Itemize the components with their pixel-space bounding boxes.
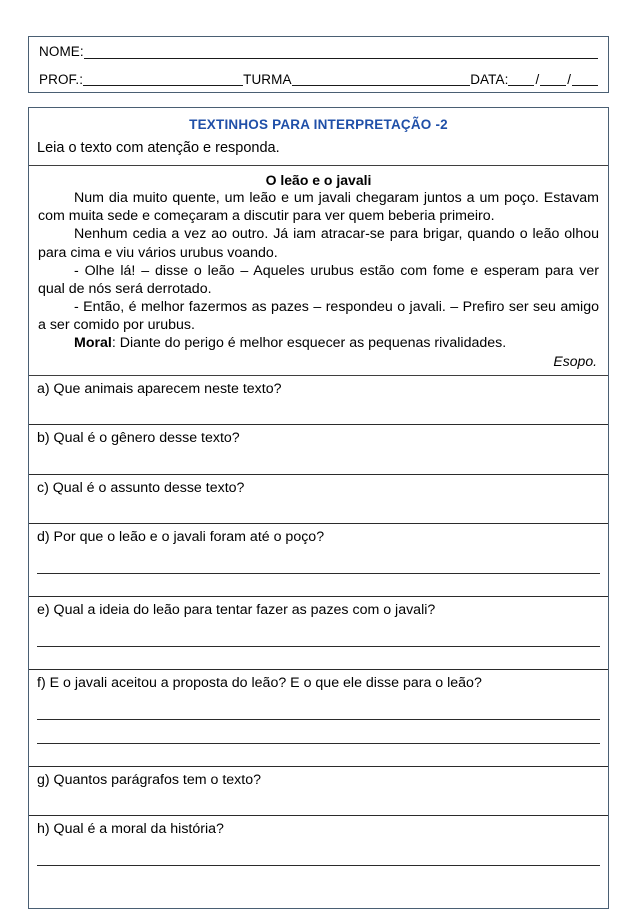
question-block	[29, 670, 608, 767]
question-block	[29, 524, 608, 597]
questions-list	[29, 376, 608, 887]
bottom-spacer	[29, 888, 608, 908]
answer-write-line[interactable]	[37, 647, 600, 669]
question-block	[29, 597, 608, 670]
answer-write-line[interactable]	[37, 574, 600, 596]
answer-write-line[interactable]	[37, 402, 600, 424]
question-text: f) E o javali aceitou a proposta do leão? E o que ele disse para o leão?	[37, 674, 482, 691]
answer-write-line[interactable]	[37, 696, 600, 720]
prof-turma-data-field-row	[39, 73, 598, 87]
question-text: c) Qual é o assunto desse texto?	[37, 479, 245, 496]
question-text: d) Por que o leão e o javali foram até o poço?	[37, 528, 325, 545]
prof-label: PROF.:	[39, 72, 84, 86]
data-month-write-line[interactable]	[540, 73, 566, 86]
story-paragraph-2: Nenhum cedia a vez ao outro. Já iam atracar-se para brigar, quando o leão olhou para cima e viu vários urubus voando.	[38, 226, 599, 261]
story-moral-text: : Diante do perigo é melhor esquecer as pequenas rivalidades.	[111, 335, 507, 352]
story-paragraph-4: - Então, é melhor fazermos as pazes – respondeu o javali. – Prefiro ser seu amigo a ser comido por urubus.	[38, 299, 599, 334]
nome-label: NOME:	[39, 45, 84, 59]
answer-write-line[interactable]	[37, 842, 600, 866]
turma-label: TURMA	[243, 72, 292, 86]
answer-write-line[interactable]	[37, 623, 600, 647]
question-block	[29, 376, 608, 425]
worksheet-body-box	[28, 107, 609, 909]
question-text: b) Qual é o gênero desse texto?	[37, 430, 240, 447]
question-block	[29, 425, 608, 474]
turma-write-line[interactable]	[292, 73, 471, 86]
question-block	[29, 767, 608, 816]
answer-write-line[interactable]	[37, 550, 600, 574]
data-label: DATA:	[470, 72, 509, 86]
worksheet-instruction: Leia o texto com atenção e responda.	[37, 140, 280, 156]
question-text: e) Qual a ideia do leão para tentar fazer as pazes com o javali?	[37, 601, 436, 618]
answer-write-line[interactable]	[37, 866, 600, 888]
worksheet-title: TEXTINHOS PARA INTERPRETAÇÃO -2	[189, 117, 448, 132]
story-title: O leão e o javali	[265, 172, 372, 188]
data-day-write-line[interactable]	[508, 73, 534, 86]
answer-write-line[interactable]	[37, 452, 600, 474]
data-year-write-line[interactable]	[572, 73, 598, 86]
story-paragraph-1: Num dia muito quente, um leão e um javali chegaram juntos a um poço. Estavam com muita sede e começaram a discutir para ver quem beberia primeiro.	[38, 190, 599, 225]
answer-write-line[interactable]	[37, 744, 600, 766]
data-separator-1: /	[535, 72, 540, 86]
answer-write-line[interactable]	[37, 793, 600, 815]
question-text: h) Qual é a moral da história?	[37, 820, 224, 837]
nome-field-row	[39, 45, 598, 59]
question-text: g) Quantos parágrafos tem o texto?	[37, 771, 261, 788]
answer-write-line[interactable]	[37, 720, 600, 744]
question-text: a) Que animais aparecem neste texto?	[37, 381, 282, 398]
answer-write-line[interactable]	[37, 501, 600, 523]
story-box	[29, 165, 608, 376]
prof-write-line[interactable]	[83, 73, 243, 86]
story-author: Esopo.	[553, 352, 597, 369]
student-identification-box	[28, 36, 609, 93]
story-moral-label: Moral	[74, 335, 112, 352]
question-block	[29, 475, 608, 524]
story-paragraph-3: - Olhe lá! – disse o leão – Aqueles urubus estão com fome e esperam para ver qual de nós será derrotado.	[38, 262, 599, 297]
story-moral	[38, 334, 599, 352]
nome-write-line[interactable]	[84, 46, 598, 59]
data-separator-2: /	[567, 72, 571, 86]
question-block	[29, 816, 608, 888]
